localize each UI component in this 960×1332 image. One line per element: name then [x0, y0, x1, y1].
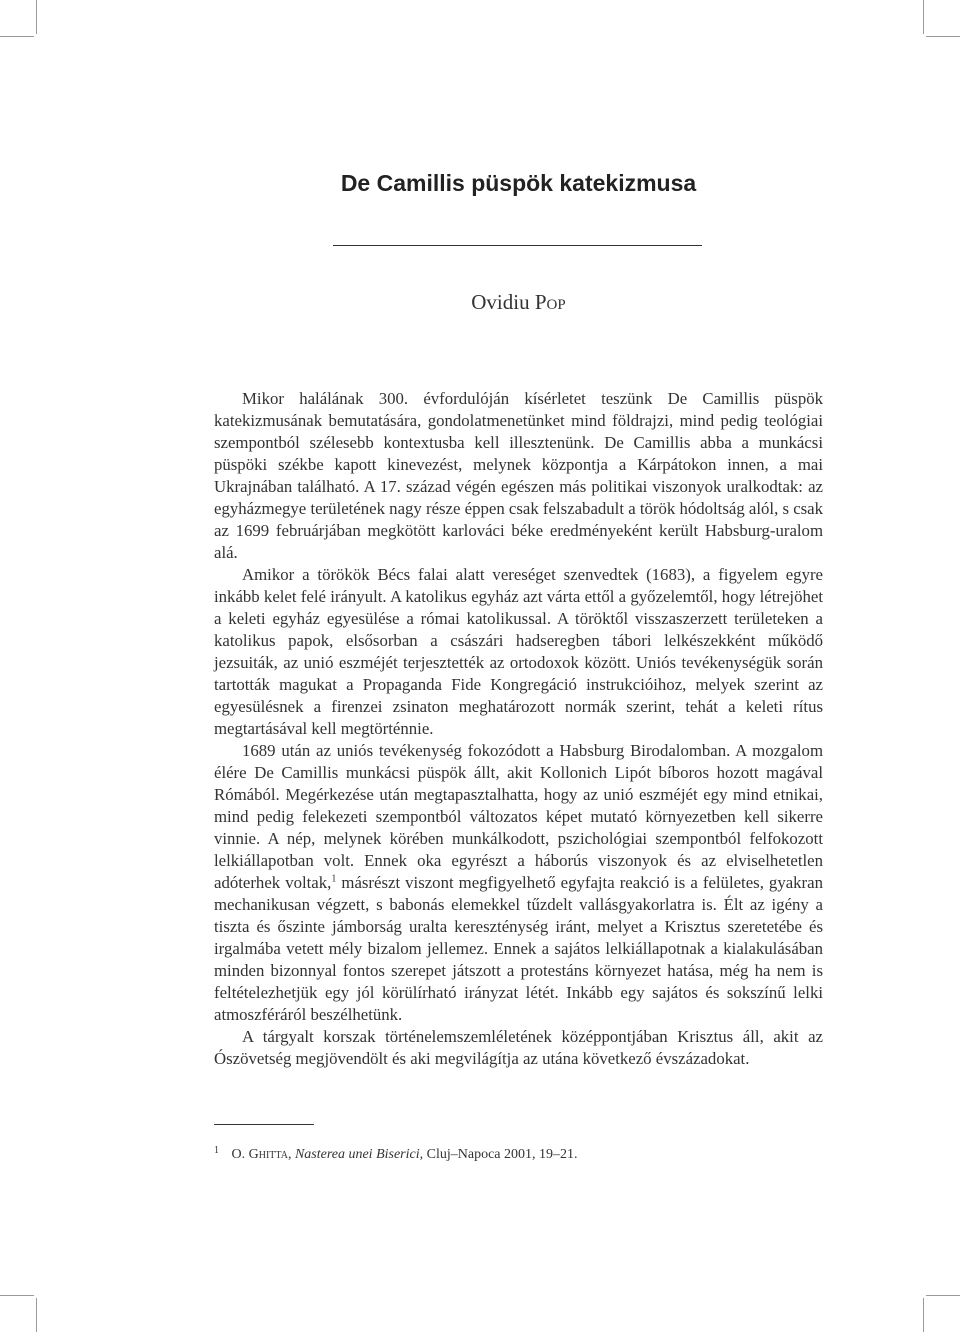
crop-mark-top-left — [36, 0, 37, 34]
author-surname: Pop — [534, 290, 566, 314]
footnote-number: 1 — [214, 1145, 219, 1156]
paragraph-3 — [214, 740, 823, 1026]
paragraph-1: Mikor halálának 300. évfordulóján kísérletet teszünk De Camillis püspök katekizmusának bemutatására, gondolatmenetünket mind földrajzi, mind pedig teológiai szempontból szélesebb kontextusba kell illesztenünk. De Camillis abba a munkácsi püspöki székbe kapott kinevezést, melynek központja a Kárpátokon innen, a mai Ukrajnában található. A 17. század végén egészen más politikai viszonyok uralkodtak: az egyházmegye területének nagy része éppen csak felszabadult a török hódoltság alól, s csak az 1699 februárjában megkötött karlováci béke eredményeként került Habsburg-uralom alá. — [214, 389, 824, 562]
crop-mark-bottom-left — [36, 1298, 37, 1332]
crop-mark-right-bottom — [926, 1295, 960, 1296]
crop-mark-bottom-right — [923, 1298, 924, 1332]
footnote-rule — [214, 1124, 314, 1125]
footnote: 1 O. Ghitta, Nasterea unei Biserici, Cluj–Napoca 2001, 19–21. — [214, 1142, 823, 1164]
crop-mark-left-bottom — [0, 1295, 34, 1296]
footnote-author-surname: Ghitta — [248, 1147, 288, 1162]
footnote-author-initial: O. — [231, 1147, 246, 1162]
paragraph-3-text-b: másrészt viszont megfigyelhető egyfajta reakció is a felületes, gyakran mechanikusan végzett, s babonás elemekkel tűzdelt vallásgyakorlatra is. Élt az igény a tiszta és őszinte jámborság uralta kereszténység iránt, melyet a Krisztus szeretetébe és irgalmába vetett mély bizalom jellemez. Ennek a sajátos lelkiállapotnak a kialakulásában minden bizonnyal fontos szerepet játszott a protestáns környezet hatása, még ha nem is feltételezhetjük egy jól körülírható irányzat létét. Inkább egy sajátos és sokszínű lelki atmoszféráról beszélhetünk. — [214, 873, 823, 1024]
crop-mark-left-top — [0, 36, 34, 37]
paragraph-3-text-a: 1689 után az uniós tevékenység fokozódott a Habsburg Birodalomban. A mozgalom élére De Camillis munkácsi püspök állt, akit Kollonich Lipót bíboros hozott magával Rómából. Megérkezése után megtapasztalhatta, hogy az unió eszméjét egy mind etnikai, mind pedig felekezeti szempontból változatos képet mutató környezetben kell sikerre vinnie. A nép, melynek körében munkálkodott, pszichológiai szempontból felfokozott lelkiállapotban volt. Ennek oka egyrészt a háborús viszonyok és az elviselhetetlen adóterhek voltak, — [214, 741, 823, 892]
title-rule — [333, 245, 702, 246]
footnote-rest: Cluj–Napoca 2001, 19–21. — [426, 1147, 578, 1162]
article-body — [214, 388, 823, 1070]
crop-mark-top-right — [923, 0, 924, 34]
footnote-reference[interactable]: 1 — [331, 873, 337, 885]
author-line — [0, 290, 960, 315]
footnote-work-title: Nasterea unei Biserici, — [294, 1147, 424, 1162]
crop-mark-right-top — [926, 36, 960, 37]
article-title: De Camillis püspök katekizmusa — [340, 170, 697, 196]
author-first-name: Ovidiu — [471, 290, 530, 314]
paragraph-2: Amikor a törökök Bécs falai alatt vereséget szenvedtek (1683), a figyelem egyre inkább kelet felé irányult. A katolikus egyház azt várta ettől a győzelemtől, hogy létrejöhet a keleti egyház egyesülése a római katolikussal. A töröktől visszaszerzett területeken a katolikus papok, elsősorban a császári hadseregben tábori lelkészekként működő jezsuiták, az unió eszméjét terjesztették az ortodoxok között. Uniós tevékenységük során tartották magukat a Propaganda Fide Kongregáció instrukcióihoz, melyek szerint az egyesülésnek a firenzei zsinaton meghatározott normák szerint, tehát a keleti rítus megtartásával kell megtörténnie. — [214, 565, 823, 738]
paragraph-4: A tárgyalt korszak történelemszemléletének középpontjában Krisztus áll, akit az Ószövetség megjövendölt és aki megvilágítja az utána következő évszázadokat. — [214, 1027, 823, 1068]
